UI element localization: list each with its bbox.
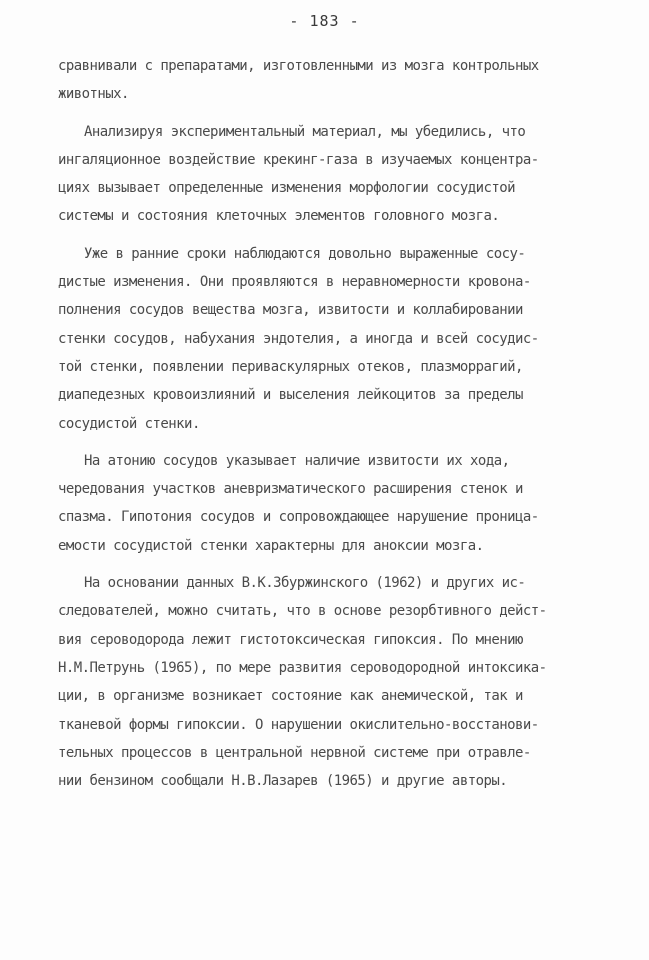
text-line: спазма. Гипотония сосудов и сопровождающее нарушение проница- [58, 509, 539, 526]
text-line: ингаляционное воздействие крекинг-газа в изучаемых концентра- [58, 151, 539, 168]
paragraph-4 [58, 447, 598, 560]
text-line: дистые изменения. Они проявляются в неравномерности кровона- [58, 274, 531, 291]
text-line: На основании данных В.К.Збуржинского (1962) и других ис- [84, 575, 526, 592]
text-line: вия сероводорода лежит гистотоксическая гипоксия. По мнению [58, 631, 523, 648]
text-line: Н.М.Петрунь (1965), по мере развития сероводородной интоксика- [58, 659, 547, 676]
text-line: той стенки, появлении периваскулярных отеков, плазморрагий, [58, 358, 523, 375]
text-line: чередования участков аневризматического расширения стенок и [58, 481, 523, 498]
text-line: нии бензином сообщали Н.В.Лазарев (1965) и другие авторы. [58, 773, 508, 790]
paragraph-1 [58, 52, 598, 109]
text-line: Уже в ранние сроки наблюдаются довольно выраженные сосу- [84, 245, 526, 262]
text-line: сравнивали с препаратами, изготовленными из мозга контрольных [58, 58, 539, 74]
text-line: Анализируя экспериментальный материал, мы убедились, что [84, 123, 526, 140]
paragraph-2 [58, 118, 598, 231]
text-line: сосудистой стенки. [58, 415, 200, 432]
text-line: стенки сосудов, набухания эндотелия, а иногда и всей сосудис- [58, 330, 539, 347]
text-line: животных. [58, 86, 129, 103]
text-line: полнения сосудов вещества мозга, извитости и коллабировании [58, 302, 523, 319]
text-line: На атонию сосудов указывает наличие извитости их хода, [84, 452, 510, 469]
text-line: следователей, можно считать, что в основе резорбтивного дейст- [58, 603, 547, 620]
page-number: - 183 - [289, 12, 360, 30]
paragraph-5 [58, 569, 598, 795]
body-text [58, 52, 598, 795]
text-line: тельных процессов в центральной нервной системе при отравле- [58, 744, 531, 761]
text-line: циях вызывает определенные изменения морфологии сосудистой [58, 180, 515, 197]
paragraph-3 [58, 240, 598, 438]
text-line: диапедезных кровоизлияний и выселения лейкоцитов за пределы [58, 387, 523, 404]
text-line: тканевой формы гипоксии. О нарушении окислительно-восстанови- [58, 716, 539, 733]
text-line: ции, в организме возникает состояние как анемической, так и [58, 688, 523, 705]
text-line: емости сосудистой стенки характерны для аноксии мозга. [58, 537, 484, 554]
text-line: системы и состояния клеточных элементов головного мозга. [58, 208, 500, 225]
